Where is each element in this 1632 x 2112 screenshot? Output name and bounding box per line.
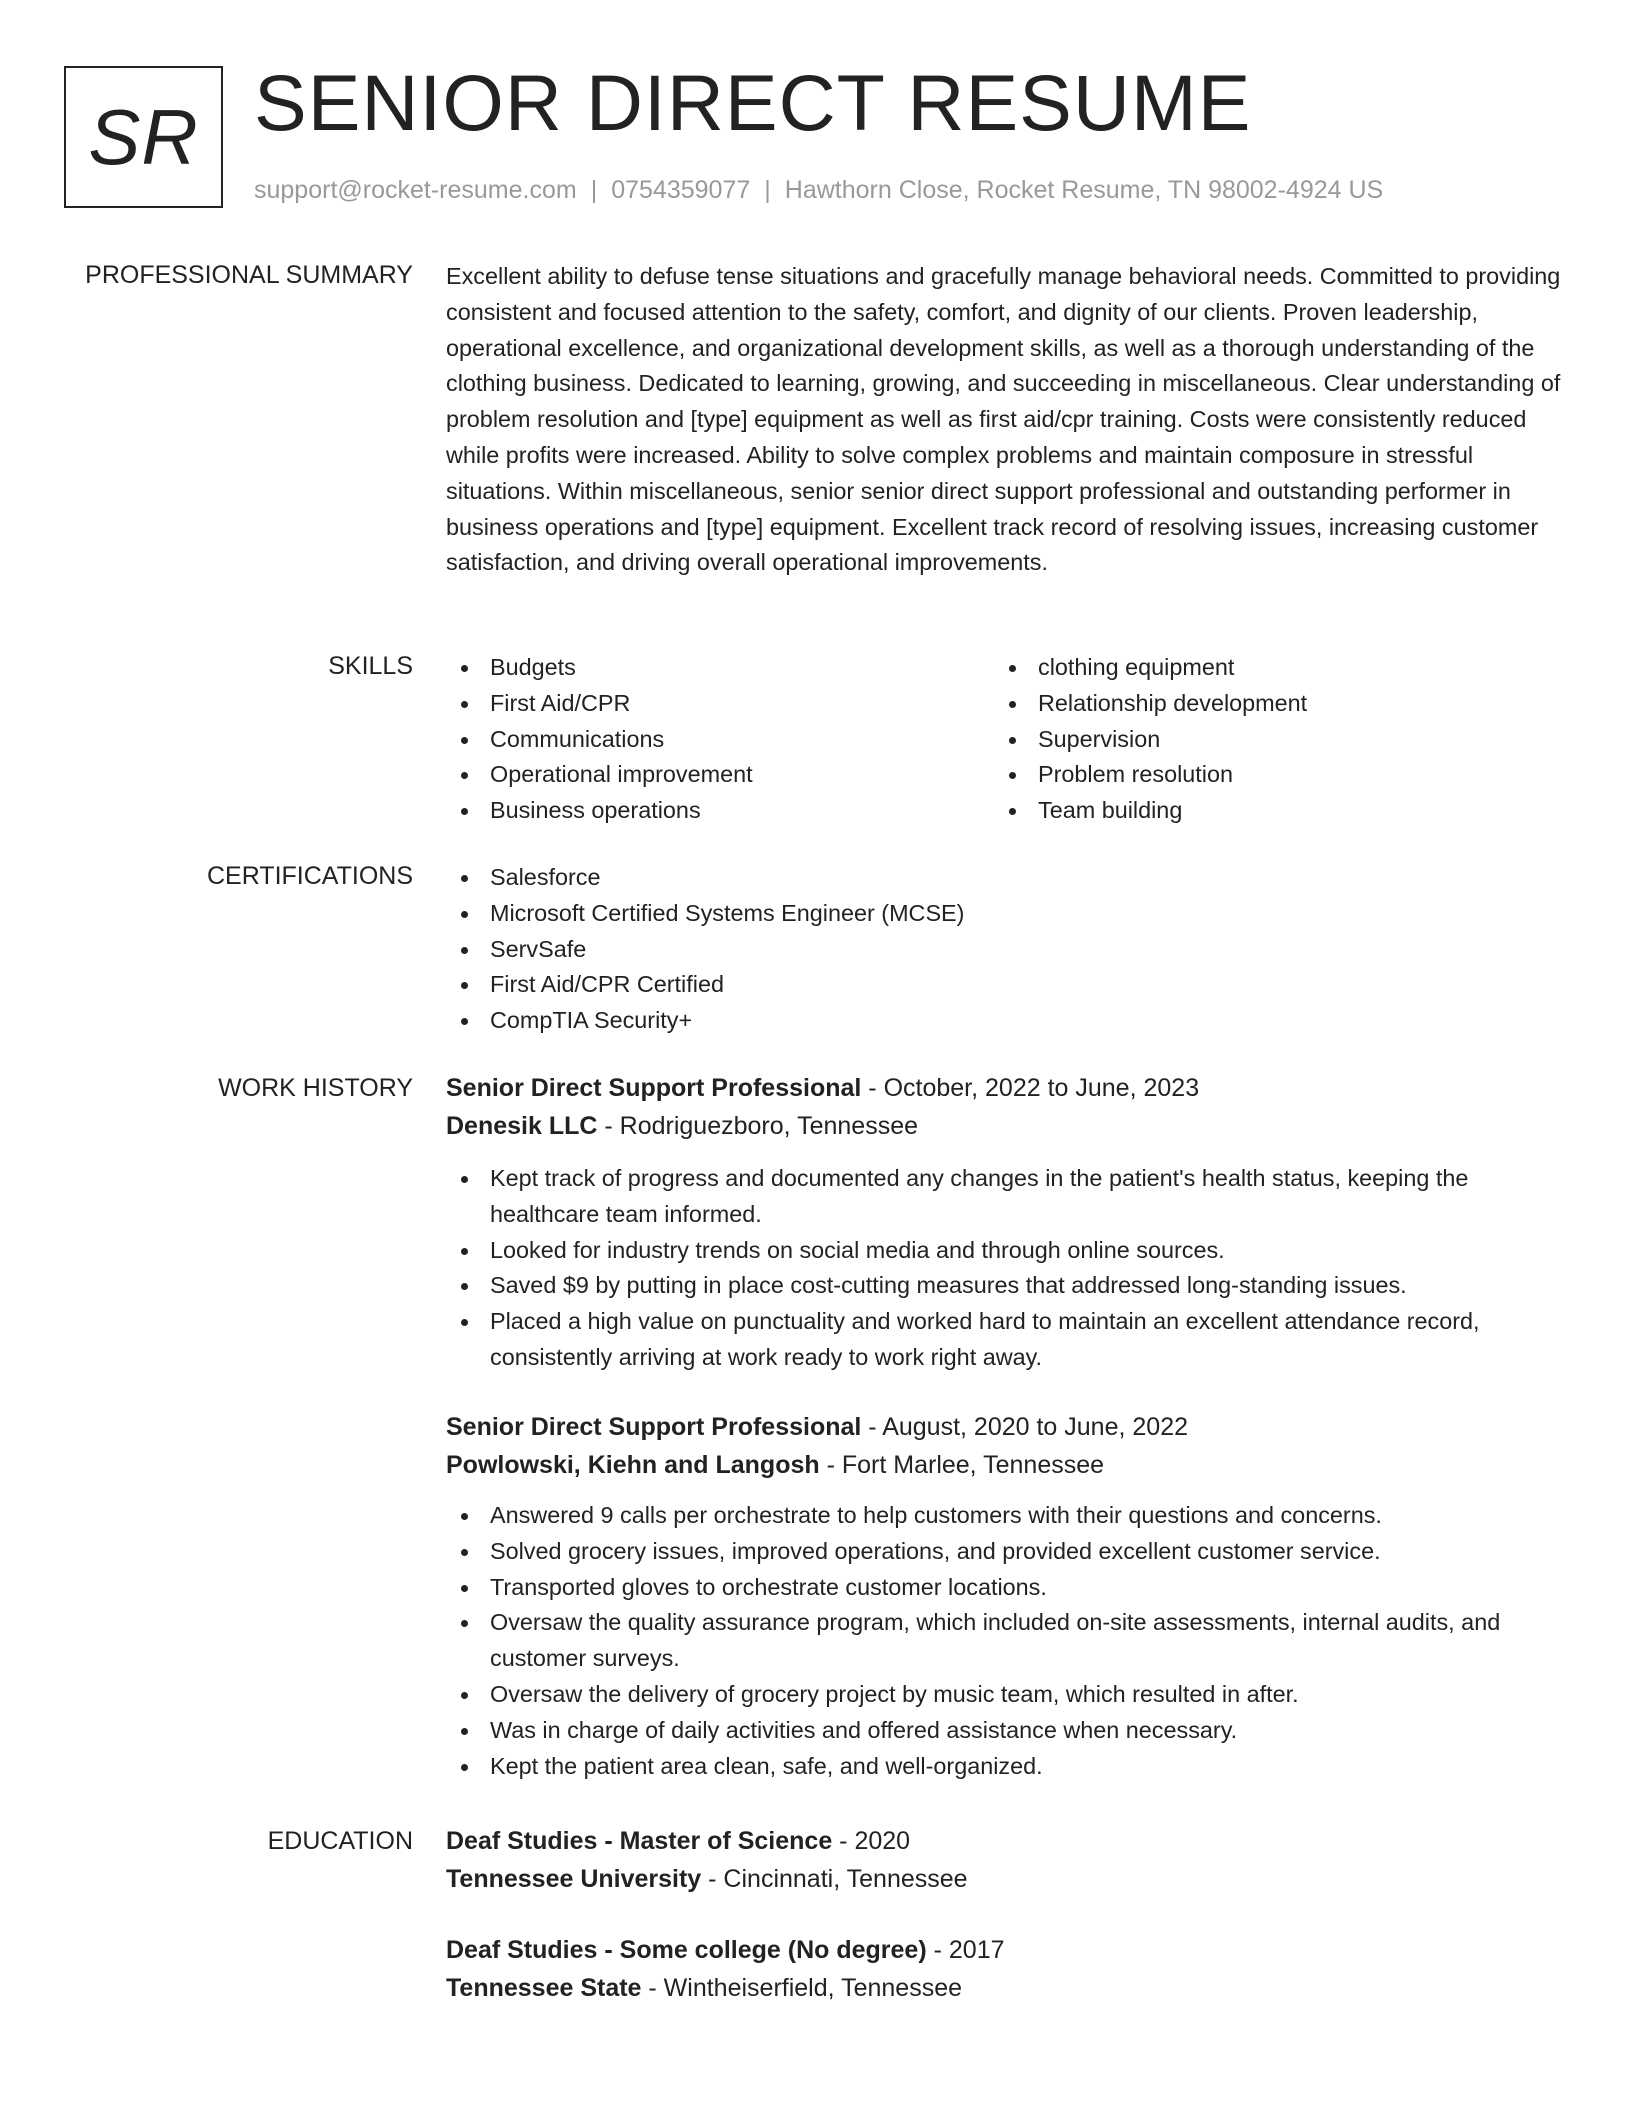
skill-item: Communications xyxy=(446,722,986,758)
job-entry xyxy=(446,1408,1566,1784)
job-bullet: Solved grocery issues, improved operations, and provided excellent customer service. xyxy=(446,1534,1566,1570)
job-title-line xyxy=(446,1069,1566,1107)
job-company: Denesik LLC xyxy=(446,1112,598,1140)
skill-item: Relationship development xyxy=(994,686,1554,722)
skill-item: Team building xyxy=(994,793,1554,829)
job-bullet: Answered 9 calls per orchestrate to help customers with their questions and concerns. xyxy=(446,1498,1566,1534)
skill-item: Budgets xyxy=(446,650,986,686)
job-location: - Rodriguezboro, Tennessee xyxy=(597,1112,919,1140)
education-entry xyxy=(446,1822,1566,1898)
job-entry xyxy=(446,1069,1566,1376)
certification-item: Salesforce xyxy=(446,860,1566,896)
education-school: Tennessee University xyxy=(446,1865,702,1893)
job-bullet: Kept the patient area clean, safe, and well-organized. xyxy=(446,1749,1566,1785)
job-title: Senior Direct Support Professional xyxy=(446,1413,862,1441)
contact-separator: | xyxy=(590,176,598,204)
section-label-summary: PROFESSIONAL SUMMARY xyxy=(85,261,413,289)
certification-item: Microsoft Certified Systems Engineer (MCSE) xyxy=(446,896,1566,932)
contact-address: Hawthorn Close, Rocket Resume, TN 98002-4924 US xyxy=(784,176,1384,204)
education-degree-line xyxy=(446,1822,1566,1860)
section-label-work: WORK HISTORY xyxy=(218,1074,413,1102)
skills-list-left xyxy=(446,650,986,829)
skill-item: Business operations xyxy=(446,793,986,829)
education-degree: Deaf Studies - Master of Science xyxy=(446,1827,833,1855)
certification-item: CompTIA Security+ xyxy=(446,1003,1566,1039)
contact-email[interactable]: support@rocket-resume.com xyxy=(254,176,577,204)
education-school-line xyxy=(446,1969,1566,2007)
certification-item: ServSafe xyxy=(446,932,1566,968)
section-label-education: EDUCATION xyxy=(267,1827,413,1855)
summary-text: Excellent ability to defuse tense situations and gracefully manage behavioral needs. Committed to providing consistent and focused attention to the safety, comfort, and dignity of our clients. Proven leadership, operational excellence, and organizational development skills, as well as a thorough understanding of the clothing business. Dedicated to learning, growing, and succeeding in miscellaneous. Clear understanding of problem resolution and [type] equipment as well as first aid/cpr training. Costs were consistently reduced while profits were increased. Ability to solve complex problems and maintain composure in stressful situations. Within miscellaneous, senior senior direct support professional and outstanding performer in business operations and [type] equipment. Excellent track record of resolving issues, increasing customer satisfaction, and driving overall operational improvements. xyxy=(446,263,1561,576)
certification-item: First Aid/CPR Certified xyxy=(446,967,1566,1003)
education-school: Tennessee State xyxy=(446,1974,642,2002)
skill-item: First Aid/CPR xyxy=(446,686,986,722)
job-bullet: Saved $9 by putting in place cost-cutting measures that addressed long-standing issues. xyxy=(446,1268,1566,1304)
job-bullet: Kept track of progress and documented any changes in the patient's health status, keeping the healthcare team informed. xyxy=(446,1161,1566,1233)
contact-line xyxy=(254,175,1383,205)
education-entry xyxy=(446,1931,1566,2007)
resume-name: SENIOR DIRECT RESUME xyxy=(254,58,1252,147)
job-location: - Fort Marlee, Tennessee xyxy=(819,1451,1105,1479)
job-dates: - October, 2022 to June, 2023 xyxy=(861,1074,1200,1102)
education-year: - 2020 xyxy=(832,1827,911,1855)
education-degree: Deaf Studies - Some college (No degree) xyxy=(446,1936,927,1964)
job-bullet: Was in charge of daily activities and offered assistance when necessary. xyxy=(446,1713,1566,1749)
education-year: - 2017 xyxy=(926,1936,1005,1964)
monogram-box xyxy=(64,66,223,208)
contact-separator: | xyxy=(764,176,771,204)
education-location: - Cincinnati, Tennessee xyxy=(701,1865,968,1893)
monogram-initials: SR xyxy=(88,92,199,181)
job-bullets xyxy=(446,1161,1566,1376)
job-bullet: Oversaw the quality assurance program, which included on-site assessments, internal audits, and customer surveys. xyxy=(446,1605,1566,1677)
job-title-line xyxy=(446,1408,1566,1446)
skill-item: clothing equipment xyxy=(994,650,1554,686)
skill-item: Operational improvement xyxy=(446,757,986,793)
job-dates: - August, 2020 to June, 2022 xyxy=(861,1413,1188,1441)
skill-item: Problem resolution xyxy=(994,757,1554,793)
skill-item: Supervision xyxy=(994,722,1554,758)
skills-list-right xyxy=(994,650,1554,829)
summary-section xyxy=(446,259,1566,581)
section-label-skills: SKILLS xyxy=(328,652,413,680)
job-bullet: Looked for industry trends on social media and through online sources. xyxy=(446,1233,1566,1269)
contact-phone[interactable]: 0754359077 xyxy=(611,176,751,204)
job-company-line xyxy=(446,1446,1566,1484)
job-bullets xyxy=(446,1498,1566,1784)
section-label-certifications: CERTIFICATIONS xyxy=(206,862,413,890)
job-title: Senior Direct Support Professional xyxy=(446,1074,862,1102)
job-company: Powlowski, Kiehn and Langosh xyxy=(446,1451,820,1479)
job-bullet: Oversaw the delivery of grocery project by music team, which resulted in after. xyxy=(446,1677,1566,1713)
job-company-line xyxy=(446,1107,1566,1145)
certifications-list xyxy=(446,860,1566,1039)
education-degree-line xyxy=(446,1931,1566,1969)
education-school-line xyxy=(446,1860,1566,1898)
education-location: - Wintheiserfield, Tennessee xyxy=(641,1974,963,2002)
job-bullet: Placed a high value on punctuality and worked hard to maintain an excellent attendance record, consistently arriving at work ready to work right away. xyxy=(446,1304,1566,1376)
job-bullet: Transported gloves to orchestrate customer locations. xyxy=(446,1570,1566,1606)
